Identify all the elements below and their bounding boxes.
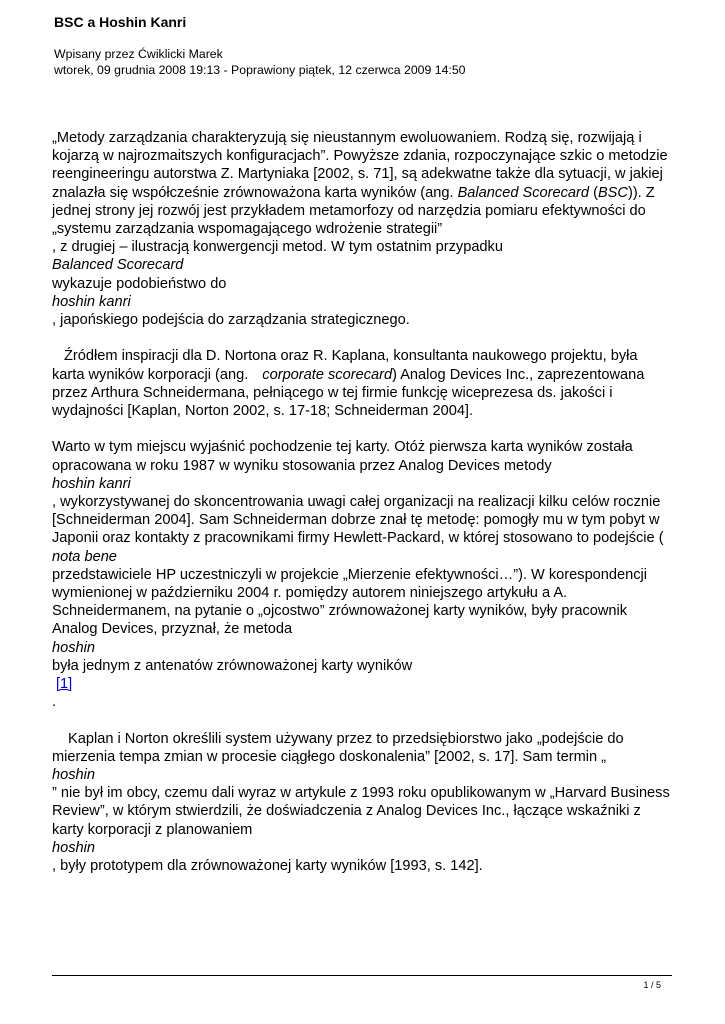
text-line: kojarzą w najrozmaitszych konfiguracjach”. Powyższe zdania, rozpoczynające szkic o metodzie [52, 148, 668, 165]
italic-term-text: hoshin kanri [52, 475, 131, 492]
paragraph-gap [52, 420, 677, 438]
italic-term [52, 475, 677, 493]
text-line: [Schneiderman 2004]. Sam Schneiderman dobrze znał tę metodę: pomogły mu w tym pobyt w [52, 512, 660, 529]
page-number: 1 / 5 [643, 980, 661, 990]
text-line [52, 366, 677, 384]
text-line: wymienionej w październiku 2004 r. pomiędzy autorem niniejszego artykułu a A. [52, 585, 568, 602]
footnote-line [52, 675, 677, 693]
text-line: „Metody zarządzania charakteryzują się nieustannym ewoluowaniem. Rodzą się, rozwijają i [52, 130, 642, 146]
text-line: karty korporacji z planowaniem [52, 821, 253, 838]
italic-term [52, 766, 677, 784]
author-line: Wpisany przez Ćwiklicki Marek [54, 47, 223, 61]
text-line: Warto w tym miejscu wyjaśnić pochodzenie tej karty. Otóż pierwsza karta wyników została [52, 439, 633, 456]
italic-term: BSC [597, 184, 628, 201]
italic-term [52, 256, 677, 274]
text-span: znalazła się współcześnie zrównoważona karta wyników (ang. [52, 184, 458, 201]
text-line: wydajności [Kaplan, Norton 2002, s. 17-18; Schneiderman 2004]. [52, 403, 474, 420]
text-line: Źródłem inspiracji dla D. Nortona oraz R. Kaplana, konsultanta naukowego projektu, była [64, 348, 638, 365]
italic-term [52, 548, 677, 566]
text-line: ” nie był im obcy, czemu dali wyraz w artykule z 1993 roku opublikowanym w „Harvard Business [52, 785, 670, 802]
paragraph-1 [52, 129, 677, 329]
text-line: przez Arthura Schneidermana, pełniącego w tej firmie funkcję wiceprezesa ds. jakości i [52, 384, 613, 401]
article-body [52, 129, 677, 875]
italic-term-text: hoshin [52, 639, 96, 656]
text-line: opracowana w roku 1987 w wyniku stosowania przez Analog Devices metody [52, 457, 552, 474]
text-line: Schneidermanem, na pytanie o „ojcostwo” zrównoważonej karty wyników, były pracownik [52, 603, 628, 620]
text-line: Kaplan i Norton określili system używany przez to przedsiębiorstwo jako „podejście do [68, 730, 624, 747]
text-span: karta wyników korporacji (ang. [52, 366, 249, 383]
text-line: „systemu zarządzania wspomagającego wdrożenie strategii” [52, 221, 443, 238]
text-line [52, 184, 677, 202]
italic-term [52, 293, 677, 311]
text-line: była jednym z antenatów zrównoważonej karty wyników [52, 657, 413, 674]
italic-term-text: nota bene [52, 548, 117, 565]
italic-term-text: hoshin [52, 839, 96, 856]
paragraph-gap [52, 329, 677, 347]
text-line: reengineeringu autorstwa Z. Martyniaka [2002, s. 71], są adekwatne także dla sytuacji, w jakiej [52, 166, 663, 183]
italic-term [52, 839, 677, 857]
text-span: ) Analog Devices Inc., zaprezentowana [392, 366, 645, 383]
text-line: wykazuje podobieństwo do [52, 275, 227, 292]
footer-divider [52, 975, 672, 976]
italic-term-text: hoshin [52, 767, 96, 784]
paragraph-4 [52, 730, 677, 876]
text-line: . [52, 694, 57, 711]
text-line: przedstawiciele HP uczestniczyli w projekcie „Mierzenie efektywności…”). W korespondencji [52, 566, 648, 583]
text-span: )). Z [627, 184, 655, 201]
italic-term: corporate scorecard [262, 366, 393, 383]
text-line: , z drugiej – ilustracją konwergencji metod. W tym ostatnim przypadku [52, 239, 503, 256]
text-line: Japonii oraz kontakty z pracownikami firmy Hewlett-Packard, w której stosowano to podejście ( [52, 530, 664, 547]
italic-term-text: Balanced Scorecard [52, 257, 184, 274]
article-meta [54, 46, 466, 78]
text-line: , były prototypem dla zrównoważonej karty wyników [1993, s. 142]. [52, 858, 483, 875]
page-title: BSC a Hoshin Kanri [54, 14, 187, 30]
paragraph-3 [52, 438, 677, 711]
italic-term: Balanced Scorecard [457, 184, 590, 201]
text-line: jednej strony jej rozwój jest przykładem metamorfozy od narzędzia pomiaru efektywności do [52, 202, 646, 219]
italic-term [52, 639, 677, 657]
text-line: , wykorzystywanej do skoncentrowania uwagi całej organizacji na realizacji kilku celów rocznie [52, 494, 661, 511]
text-line: mierzenia tempa zmian w procesie ciągłego doskonalenia” [2002, s. 17]. Sam termin „ [52, 748, 607, 765]
paragraph-gap [52, 711, 677, 729]
paragraph-2 [52, 347, 677, 420]
text-line: Analog Devices, przyznał, że metoda [52, 621, 293, 638]
text-line: , japońskiego podejścia do zarządzania strategicznego. [52, 312, 410, 329]
date-line: wtorek, 09 grudnia 2008 19:13 - Poprawiony piątek, 12 czerwca 2009 14:50 [54, 63, 466, 77]
text-span: ( [589, 184, 598, 201]
italic-term-text: hoshin kanri [52, 293, 131, 310]
text-line: Review”, w którym stwierdzili, że doświadczenia z Analog Devices Inc., łączące wskaźniki z [52, 803, 641, 820]
footnote-link[interactable]: [1] [56, 676, 73, 693]
